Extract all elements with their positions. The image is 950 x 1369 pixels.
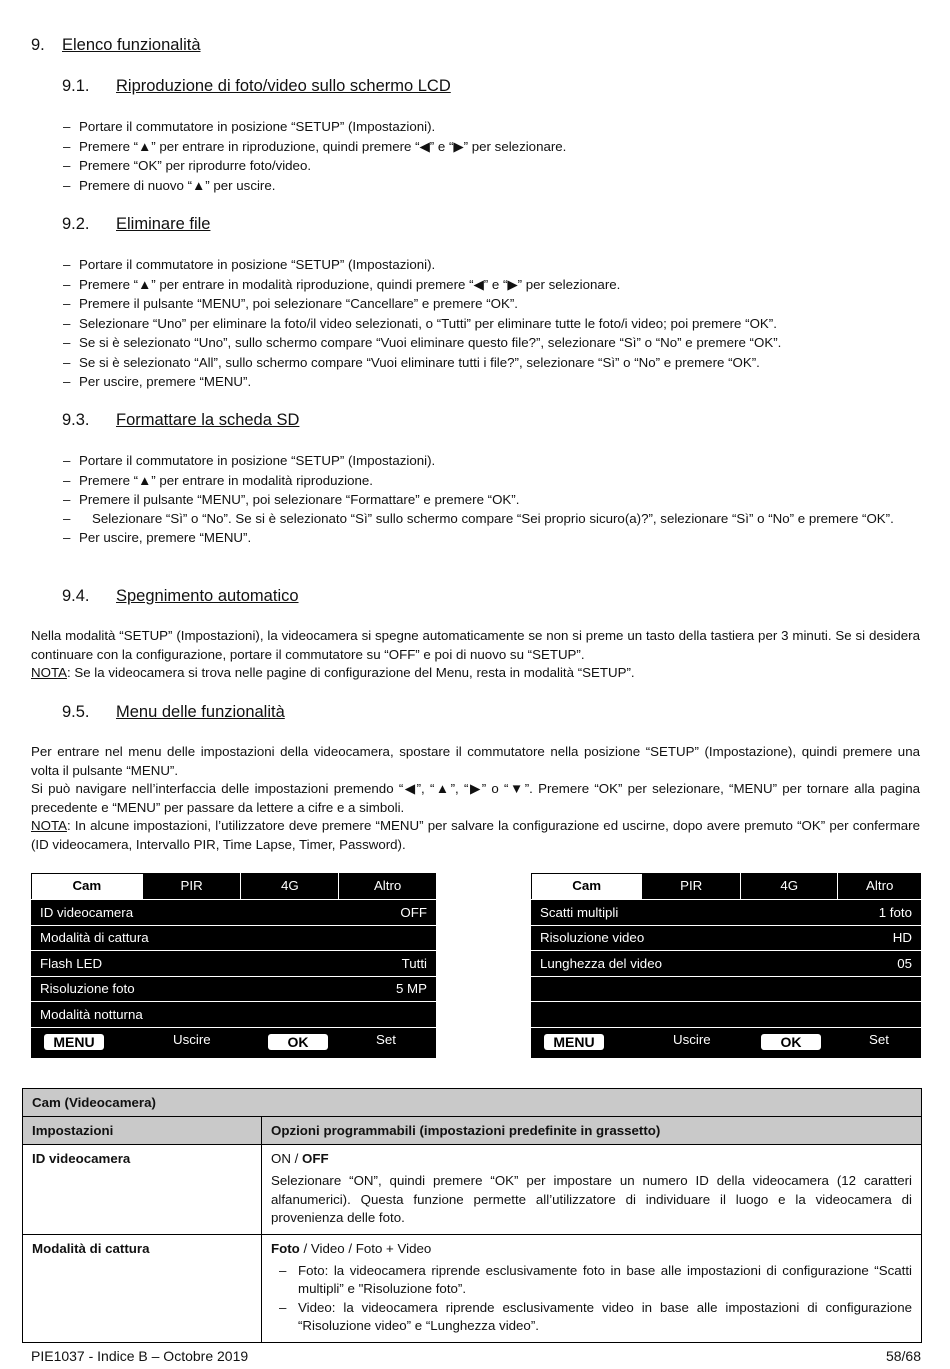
setting-name: ID videocamera [23, 1145, 262, 1235]
list-item: – Premere di nuovo “▲” per uscire. [63, 176, 921, 196]
list-item: – Selezionare “Uno” per eliminare la foto/il video selezionati, o “Tutti” per eliminare tutte le foto/i video; poi premere “OK”. [63, 314, 921, 334]
set-label: Set [869, 1031, 889, 1047]
setting-options [262, 1145, 922, 1235]
tab-pir[interactable]: PIR [642, 873, 741, 899]
menu-tabs [531, 873, 921, 900]
tab-altro[interactable]: Altro [866, 878, 894, 893]
subsection-heading-9-4 [62, 587, 299, 606]
menu-screen-right [531, 873, 921, 1058]
paragraph: Si può navigare nell’interfaccia delle impostazioni premendo “◀”, “▲”, “▶” o “▼”. Premere “OK” per selezionare, “MENU” per tornare alla pagina precedente e “MENU” per passare da lettere a cifre e a simboli. [31, 781, 920, 815]
note-label: NOTA [31, 665, 67, 680]
menu-row[interactable] [31, 977, 436, 1003]
list-item: – Premere “▲” per entrare in modalità riproduzione. [63, 471, 921, 491]
subsection-heading-9-1 [62, 77, 451, 96]
menu-row[interactable] [531, 926, 921, 952]
list-item: – Se si è selezionato “All”, sullo schermo compare “Vuoi eliminare tutti i file?”, selezionare “Sì” o “No” e premere “OK”. [63, 353, 921, 373]
exit-label: Uscire [173, 1031, 211, 1047]
menu-row[interactable] [31, 926, 436, 952]
table-row [23, 1234, 922, 1342]
list-item: – Premere il pulsante “MENU”, poi selezionare “Formattare” e premere “OK”. [63, 490, 921, 510]
menu-row[interactable] [531, 951, 921, 977]
menu-row-label: ID videocamera [40, 904, 134, 920]
menu-row-value: HD [892, 930, 912, 946]
subsection-heading-9-2 [62, 215, 210, 234]
note-text: : Se la videocamera si trova nelle pagine di configurazione del Menu, resta in modalità “SETUP”. [66, 665, 635, 680]
options-line [271, 1151, 912, 1166]
list-item: – Se si è selezionato “Uno”, sullo schermo compare “Vuoi eliminare questo file?”, selezionare “Sì” o “No” e premere “OK”. [63, 333, 921, 353]
list-item: – Portare il commutatore in posizione “SETUP” (Impostazioni). [63, 451, 921, 471]
setting-name: Modalità di cattura [23, 1234, 262, 1342]
subsection-number: 9.5. [62, 703, 90, 721]
menu-button[interactable]: MENU [544, 1034, 604, 1050]
footer-doc-ref: PIE1037 - Indice B – Octobre 2019 [31, 1348, 249, 1364]
option-separator: / [290, 1151, 303, 1166]
list-item: – Per uscire, premere “MENU”. [63, 372, 921, 392]
ok-button[interactable]: OK [268, 1034, 328, 1050]
list-9-3 [63, 451, 921, 547]
tab-altro[interactable]: Altro [373, 878, 402, 893]
subsection-title: Eliminare file [116, 215, 211, 233]
ok-button[interactable]: OK [761, 1034, 821, 1050]
note [31, 817, 920, 854]
set-label: Set [376, 1031, 396, 1047]
section-title: Elenco funzionalità [62, 36, 201, 54]
option-default: Foto [271, 1240, 300, 1256]
menu-row-value: 05 [897, 955, 912, 971]
menu-screen-left [31, 873, 436, 1058]
menu-row-value: Tutti [401, 955, 427, 971]
tab-4g[interactable]: 4G [741, 873, 839, 899]
menu-row-label: Scatti multipli [540, 904, 619, 920]
list-item: – Foto: la videocamera riprende esclusivamente foto in base alle impostazioni di configurazione “Scatti multipli” e "Risoluzione foto”. [271, 1262, 912, 1299]
menu-footer [531, 1028, 921, 1054]
subsection-number: 9.4. [62, 587, 90, 605]
menu-button[interactable]: MENU [44, 1034, 104, 1050]
menu-row-empty [531, 977, 921, 1003]
footer-page-number: 58/68 [885, 1348, 921, 1364]
list-item: – Premere “OK” per riprodurre foto/video. [63, 156, 921, 176]
auto-off-paragraph [31, 627, 920, 683]
tab-cam[interactable]: Cam [532, 874, 642, 899]
setting-options [262, 1234, 922, 1342]
menu-row-label: Modalità notturna [40, 1006, 143, 1022]
table-header-row [23, 1117, 922, 1145]
menu-row-value: 5 MP [395, 981, 427, 997]
menu-row-value: 1 foto [878, 904, 912, 920]
table-title-row [23, 1089, 922, 1117]
list-item: – Video: la videocamera riprende esclusivamente video in base alle impostazioni di configurazione “Risoluzione video” e “Lunghezza video”. [271, 1299, 912, 1336]
option-default: OFF [302, 1151, 329, 1166]
column-header: Impostazioni [23, 1117, 262, 1145]
note-text: : In alcune impostazioni, l’utilizzatore deve premere “MENU” per salvare la configurazione ed uscirne, dopo avere premuto “OK” per confermare (ID videocamera, Intervallo PIR, Time Lapse, Timer, Password). [31, 818, 920, 852]
menu-row[interactable] [531, 900, 921, 926]
list-item: – Premere “▲” per entrare in riproduzione, quindi premere “◀” e “▶” per selezionare. [63, 137, 921, 157]
settings-table [22, 1088, 922, 1343]
subsection-heading-9-3 [62, 411, 299, 430]
tab-cam[interactable]: Cam [32, 874, 143, 899]
section-heading [31, 36, 201, 55]
column-header: Opzioni programmabili (impostazioni predefinite in grassetto) [262, 1117, 922, 1145]
menu-row-label: Flash LED [40, 955, 103, 971]
menu-footer [31, 1028, 436, 1054]
subsection-number: 9.3. [62, 411, 90, 429]
list-item: – Per uscire, premere “MENU”. [63, 528, 921, 548]
list-item: – Premere “▲” per entrare in modalità riproduzione, quindi premere “◀” e “▶” per selezionare. [63, 275, 921, 295]
menu-row-label: Risoluzione video [540, 930, 645, 946]
option-description: Selezionare “ON”, quindi premere “OK” per impostare un numero ID della videocamera (12 caratteri alfanumerici). Questa funzione permette all’utilizzatore di individuare il luogo e la videocamera di provenienza delle foto. [271, 1173, 912, 1225]
menu-paragraph [31, 743, 920, 854]
menu-row-label: Risoluzione foto [40, 981, 135, 997]
note [31, 664, 920, 683]
paragraph: Nella modalità “SETUP” (Impostazioni), la videocamera si spegne automaticamente se non si preme un tasto della tastiera per 3 minuti. Se si desidera continuare con la configurazione, portare il commutatore su “OFF” e poi di nuovo su “SETUP”. [31, 628, 920, 662]
section-number: 9. [31, 36, 45, 54]
subsection-number: 9.1. [62, 77, 90, 95]
menu-row-label: Lunghezza del video [540, 955, 662, 971]
list-9-1 [63, 117, 921, 195]
list-9-2 [63, 255, 921, 392]
list-item: – Portare il commutatore in posizione “SETUP” (Impostazioni). [63, 255, 921, 275]
paragraph: Per entrare nel menu delle impostazioni della videocamera, spostare il commutatore nella posizione “SETUP” (Impostazione), quindi premere una volta il pulsante “MENU”. [31, 744, 920, 778]
subsection-number: 9.2. [62, 215, 90, 233]
option-value: ON [271, 1151, 291, 1166]
subsection-heading-9-5 [62, 703, 285, 722]
list-item: – Selezionare “Sì” o “No”. Se si è selezionato “Sì” sullo schermo compare “Sei proprio sicuro(a)?”, selezionare “Sì” o “No” e premere “OK”. [63, 510, 921, 528]
list-item: – Premere il pulsante “MENU”, poi selezionare “Cancellare” e premere “OK”. [63, 294, 921, 314]
tab-pir[interactable]: PIR [143, 873, 242, 899]
table-row [23, 1145, 922, 1235]
menu-row[interactable] [31, 1002, 436, 1028]
table-title: Cam (Videocamera) [23, 1089, 922, 1117]
subsection-title: Riproduzione di foto/video sullo schermo LCD [116, 77, 451, 95]
subsection-title: Menu delle funzionalità [116, 703, 285, 721]
note-label: NOTA [31, 818, 67, 833]
list-item: – Portare il commutatore in posizione “SETUP” (Impostazioni). [63, 117, 921, 137]
menu-row-label: Modalità di cattura [40, 930, 149, 946]
exit-label: Uscire [673, 1031, 711, 1047]
menu-row-value: OFF [400, 904, 427, 920]
tab-4g[interactable]: 4G [241, 873, 339, 899]
options-line [271, 1241, 912, 1256]
menu-row-empty [531, 1002, 921, 1028]
subsection-title: Spegnimento automatico [116, 587, 299, 605]
subsection-title: Formattare la scheda SD [116, 411, 300, 429]
menu-row[interactable] [31, 900, 436, 926]
option-values: / Video / Foto + Video [299, 1240, 432, 1256]
option-sublist [271, 1262, 912, 1336]
menu-row[interactable] [31, 951, 436, 977]
menu-tabs [31, 873, 436, 900]
